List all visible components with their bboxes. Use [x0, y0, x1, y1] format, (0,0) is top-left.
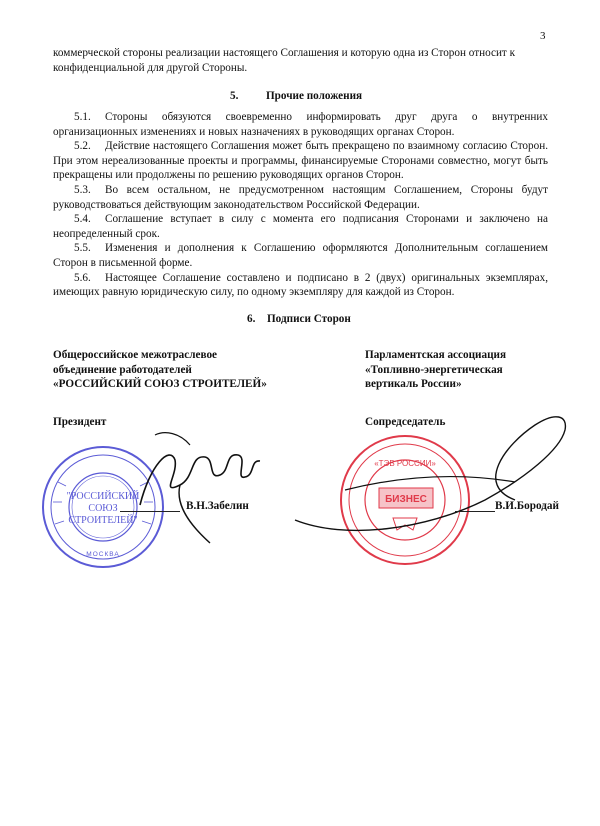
clause-number: 5.1. — [74, 111, 91, 123]
clause-text: Соглашение вступает в силу с момента его подписания Сторонами и заключено на неопределенный срок. — [53, 213, 548, 240]
party-left-line-1: Общероссийское межотраслевое — [53, 349, 218, 361]
left-stamp-line-1: "РОССИЙСКИЙ — [66, 491, 140, 502]
intro-line-2: конфиденциальной для другой Стороны. — [53, 61, 248, 74]
section-5-items — [53, 110, 548, 300]
party-right-line-2: «Топливно-энергетическая — [365, 363, 503, 376]
party-left-name — [53, 348, 267, 392]
clause-number: 5.2. — [74, 140, 91, 153]
section-6-heading — [247, 312, 351, 327]
clause-5-5 — [53, 241, 548, 270]
section-5-title: Прочие положения — [265, 90, 363, 102]
clause-number: 5.6. — [74, 271, 91, 284]
clause-text: Во всем остальном, не предусмотренном настоящим Соглашением, Стороны будут руководствоваться действующим законодательством Российской Федерации. — [53, 183, 548, 211]
left-signature — [120, 425, 290, 545]
section-5-heading — [230, 89, 362, 104]
left-stamp-line-3: СТРОИТЕЛЕЙ" — [68, 515, 138, 526]
clause-text: Стороны обязуются своевременно информировать друг друга о внутренних организационных изменениях и новых назначениях в руководящих органах Сторон. — [53, 111, 548, 138]
clause-5-1 — [53, 110, 548, 139]
party-left-line-2: объединение работодателей — [53, 363, 192, 376]
party-right-line-3: вертикаль России» — [365, 378, 462, 391]
party-right-position: Сопредседатель — [365, 416, 446, 428]
right-signature-line — [455, 511, 495, 512]
right-signature — [285, 390, 585, 560]
party-left-position: Президент — [53, 416, 107, 428]
clause-text: Действие настоящего Соглашения может быть прекращено по взаимному согласию Сторон. При этом нереализованные проекты и программы, финансируемые Сторонами совместно, могут быть прекращены или продолжены по решению руководящих органов Сторон. — [53, 140, 548, 182]
left-stamp-line-2: СОЮЗ — [88, 503, 118, 514]
party-right-line-1: Парламентская ассоциация — [365, 349, 507, 361]
clause-number: 5.3. — [74, 183, 91, 196]
right-stamp-center: БИЗНЕС — [385, 494, 427, 505]
clause-5-2 — [53, 139, 548, 183]
clause-number: 5.4. — [74, 213, 91, 226]
party-right-name — [365, 348, 506, 392]
right-signatory: В.И.Бородай — [495, 500, 559, 512]
clause-5-4 — [53, 212, 548, 241]
clause-text: Изменения и дополнения к Соглашению оформляются Дополнительным соглашением Сторон в письменной форме. — [53, 242, 548, 269]
party-left-line-3: «РОССИЙСКИЙ СОЮЗ СТРОИТЕЛЕЙ» — [53, 378, 267, 391]
clause-text: Настоящее Соглашение составлено и подписано в 2 (двух) оригинальных экземплярах, имеющих равную юридическую силу, по одному экземпляру для каждой из Сторон. — [53, 271, 548, 299]
clause-number: 5.5. — [74, 242, 91, 255]
clause-5-6 — [53, 271, 548, 300]
intro-paragraph — [53, 46, 548, 75]
page-number: 3 — [540, 30, 546, 42]
section-6-title: Подписи Сторон — [266, 313, 351, 325]
left-signature-line — [120, 511, 180, 512]
left-stamp-bottom: МОСКВА — [86, 551, 120, 558]
section-5-number: 5. — [230, 90, 239, 102]
right-stamp-top: «ТЭВ РОССИИ» — [374, 459, 436, 468]
left-signatory: В.Н.Забелин — [186, 500, 249, 512]
section-6-number: 6. — [247, 313, 256, 325]
intro-line-1: коммерческой стороны реализации настоящего Соглашения и которую одна из Сторон относит к — [53, 47, 516, 59]
clause-5-3 — [53, 183, 548, 212]
